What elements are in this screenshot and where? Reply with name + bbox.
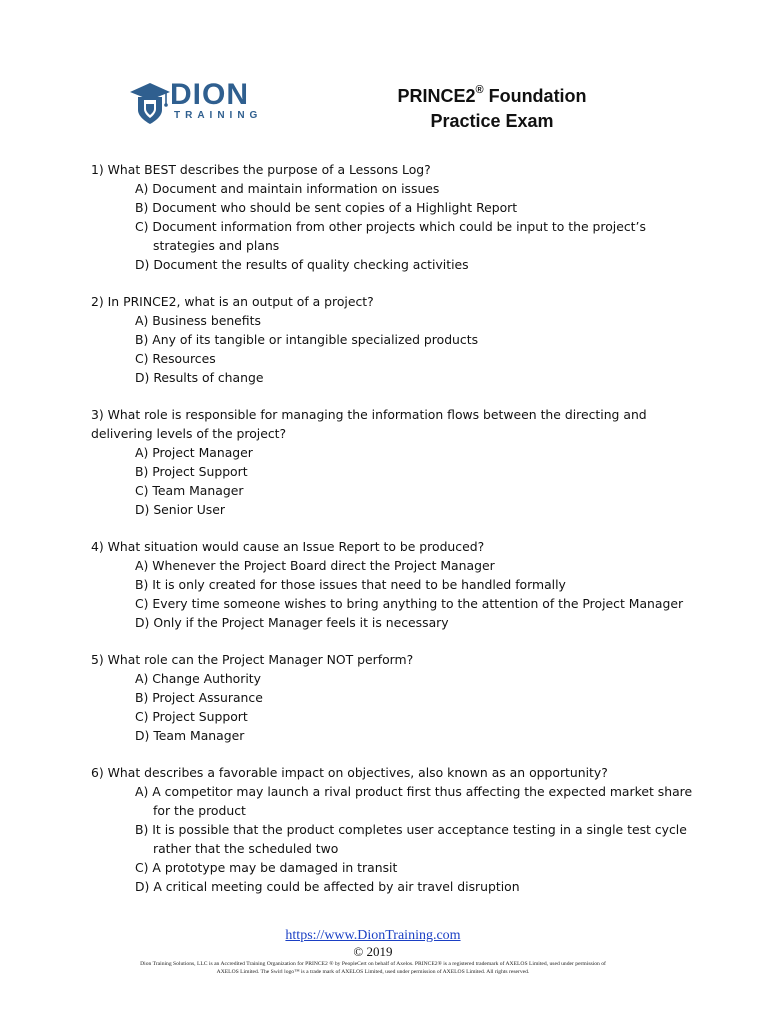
answer-option: D) Only if the Project Manager feels it is necessary [135,615,449,630]
answer-options [91,669,701,745]
answer-option: C) Project Support [135,709,248,724]
question-text: 1) What BEST describes the purpose of a Lessons Log? [91,162,431,177]
dion-training-logo [128,78,268,126]
answer-options [91,311,701,387]
question-6 [91,763,701,896]
legal-line-1: Dion Training Solutions, LLC is an Accredited Training Organization for PRINCE2 ® by PeopleCert on behalf of Axelos. PRINCE2® is a registered trademark of AXELOS Limited, used under permission of [140,961,606,967]
title-prince2: PRINCE2 [397,86,476,106]
question-text: 4) What situation would cause an Issue Report to be produced? [91,539,485,554]
legal-notice [80,961,666,976]
answer-option: C) Team Manager [135,483,244,498]
answer-option: D) A critical meeting could be affected by air travel disruption [135,879,520,894]
question-2 [91,292,701,387]
answer-option: D) Results of change [135,370,264,385]
question-text: 3) What role is responsible for managing the information flows between the directing and delivering levels of the project? [91,407,647,441]
question-text: 5) What role can the Project Manager NOT perform? [91,652,414,667]
logo-subtitle: TRAINING [174,110,263,121]
answer-options [91,556,701,632]
question-text: 6) What describes a favorable impact on objectives, also known as an opportunity? [91,765,608,780]
website-link[interactable]: https://www.DionTraining.com [285,928,461,943]
answer-option: A) A competitor may launch a rival product first thus affecting the expected market share for the product [135,784,693,818]
title-line-2: Practice Exam [430,111,554,131]
answer-option: A) Whenever the Project Board direct the Project Manager [135,558,495,573]
answer-options [91,443,701,519]
answer-option: A) Project Manager [135,445,253,460]
answer-option: C) A prototype may be damaged in transit [135,860,398,875]
question-4 [91,537,701,632]
answer-option: B) Document who should be sent copies of a Highlight Report [135,200,518,215]
answer-option: B) It is possible that the product completes user acceptance testing in a single test cycle rather that the scheduled two [135,822,687,856]
answer-options [91,782,701,896]
answer-option: B) Any of its tangible or intangible specialized products [135,332,479,347]
answer-option: A) Change Authority [135,671,261,686]
answer-option: B) It is only created for those issues that need to be handled formally [135,577,566,592]
page-footer [80,926,666,976]
title-foundation: Foundation [483,86,587,106]
answer-option: C) Resources [135,351,216,366]
answer-option: D) Document the results of quality checking activities [135,257,469,272]
answer-option: A) Business benefits [135,313,261,328]
answer-option: B) Project Support [135,464,248,479]
question-1 [91,160,701,274]
answer-options [91,179,701,274]
answer-option: C) Document information from other projects which could be input to the project’s strategies and plans [135,219,646,253]
answer-option: D) Senior User [135,502,225,517]
legal-line-2: AXELOS Limited. The Swirl logo™ is a trade mark of AXELOS Limited, used under permission of AXELOS Limited. All rights reserved. [216,968,530,975]
title-line-1 [372,80,612,109]
graduation-cap-shield-icon [128,78,172,126]
answer-option: B) Project Assurance [135,690,263,705]
copyright-text: © 2019 [353,944,393,959]
registered-mark: ® [475,84,484,96]
question-text: 2) In PRINCE2, what is an output of a project? [91,294,374,309]
page-title [372,80,612,134]
answer-option: C) Every time someone wishes to bring anything to the attention of the Project Manager [135,596,684,611]
question-5 [91,650,701,745]
question-list [91,160,701,914]
logo-wordmark: DION [170,78,249,111]
answer-option: D) Team Manager [135,728,245,743]
answer-option: A) Document and maintain information on issues [135,181,440,196]
question-3 [91,405,701,519]
